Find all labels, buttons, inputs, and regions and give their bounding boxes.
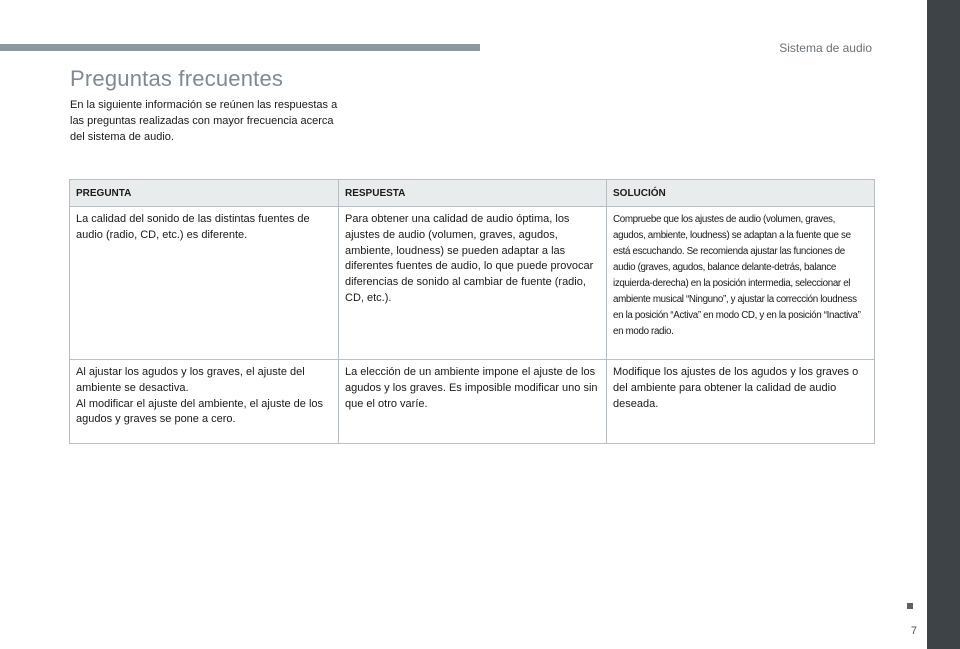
question-cell: La calidad del sonido de las distintas fuentes de audio (radio, CD, etc.) es diferente. [70, 207, 339, 360]
question-cell: Al ajustar los agudos y los graves, el ajuste del ambiente se desactiva. Al modificar el ajuste del ambiente, el ajuste de los agudos y graves se pone a cero. [70, 360, 339, 444]
header-accent-bar [0, 44, 480, 51]
faq-table [69, 179, 875, 444]
intro-text: En la siguiente información se reúnen las respuestas a las preguntas realizadas con mayor frecuencia acerca del sistema de audio. [70, 99, 338, 143]
solution-cell: Compruebe que los ajustes de audio (volumen, graves, agudos, ambiente, loudness) se adaptan a la fuente que se está escuchando. Se recomienda ajustar las funciones de audio (graves, agudos, balance delante-detrás, balance izquierda-derecha) en la posición intermedia, seleccionar el ambiente musical “Ninguno”, y ajustar la corrección loudness en la posición “Activa” en modo CD, y en la posición “Inactiva” en modo radio. [607, 207, 875, 360]
end-marker [907, 603, 913, 609]
column-header-question: PREGUNTA [70, 180, 339, 207]
page-number: 7 [910, 625, 917, 637]
table-row [70, 360, 875, 444]
answer-cell: La elección de un ambiente impone el ajuste de los agudos y los graves. Es imposible modificar uno sin que el otro varíe. [339, 360, 607, 444]
section-title: Sistema de audio [779, 41, 872, 55]
solution-cell: Modifique los ajustes de los agudos y los graves o del ambiente para obtener la calidad de audio deseada. [607, 360, 875, 444]
column-header-answer: RESPUESTA [339, 180, 607, 207]
page-title: Preguntas frecuentes [70, 66, 284, 91]
column-header-solution: SOLUCIÓN [607, 180, 875, 207]
table-row [70, 207, 875, 360]
answer-cell: Para obtener una calidad de audio óptima, los ajustes de audio (volumen, graves, agudos, ambiente, loudness) se pueden adaptar a las diferentes fuentes de audio, lo que puede provocar diferencias de sonido al cambiar de fuente (radio, CD, etc.). [339, 207, 607, 360]
table-header-row [70, 180, 875, 207]
side-strip [927, 0, 960, 649]
